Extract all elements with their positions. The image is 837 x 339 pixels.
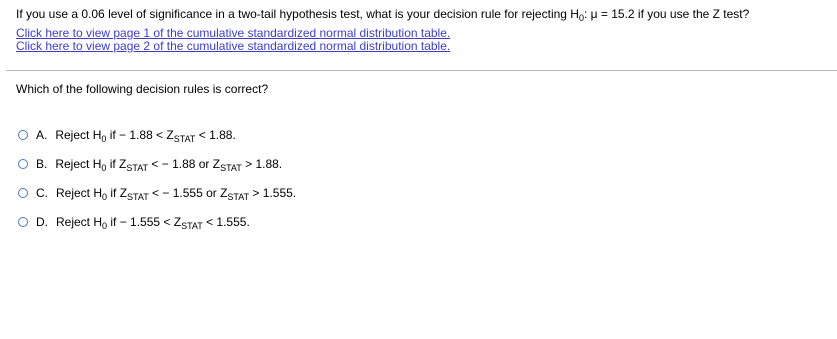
option-letter: B. (36, 156, 48, 171)
question-part1: If you use a 0.06 level of significance in a two-tail hypothesis test, what is your decision rule for rejecting H (16, 7, 579, 21)
radio-button-d[interactable] (18, 217, 28, 227)
radio-button-a[interactable] (18, 130, 28, 140)
option-letter: A. (36, 127, 48, 142)
h0-subscript: 0 (578, 13, 584, 23)
table-page-2-link[interactable]: Click here to view page 2 of the cumulative standardized normal distribution table. (16, 39, 451, 53)
radio-button-b[interactable] (18, 159, 28, 169)
option-c[interactable] (18, 178, 296, 207)
divider (6, 70, 837, 71)
option-b[interactable] (18, 149, 296, 178)
option-c-text: Reject $H_0$ if $Z_{STAT}$ < − 1.555 or $Z_{STAT} > 1.555$. (56, 185, 297, 202)
answer-options (18, 120, 296, 236)
question-text (16, 7, 749, 22)
option-d-text: Reject $H_0$ if − $1.555 < Z_{STAT} < 1.555$. (56, 214, 250, 231)
table-links (16, 27, 450, 53)
option-b-text: Reject $H_0$ if $Z_{STAT}$ < − 1.88 or $Z_{STAT} > 1.88$. (55, 156, 283, 173)
radio-button-c[interactable] (18, 188, 28, 198)
option-letter: D. (36, 214, 48, 229)
answer-prompt: Which of the following decision rules is correct? (16, 82, 269, 96)
option-d[interactable] (18, 207, 296, 236)
question-part2: : μ = 15.2 if you use the Z test? (583, 7, 750, 21)
option-a-text: Reject $H_0$ if − $1.88 < Z_{STAT} < 1.88$. (55, 127, 236, 144)
option-letter: C. (36, 185, 48, 200)
option-a[interactable] (18, 120, 296, 149)
table-page-1-link[interactable]: Click here to view page 1 of the cumulative standardized normal distribution table. (16, 26, 451, 40)
